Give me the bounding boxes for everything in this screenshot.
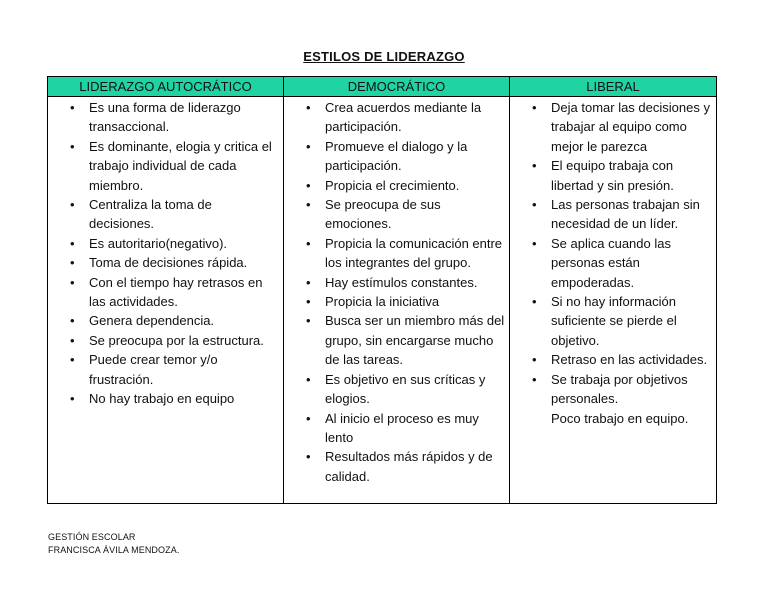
- autocratic-cell: [48, 97, 284, 504]
- list-item: • Toma de decisiones rápida.: [52, 253, 279, 272]
- list-item: • Deja tomar las decisiones y trabajar al equipo como mejor le parezca: [514, 98, 712, 156]
- list-item: • Genera dependencia.: [52, 311, 279, 330]
- list-item: • Al inicio el proceso es muy lento: [288, 409, 505, 448]
- list-item: • Las personas trabajan sin necesidad de un líder.: [514, 195, 712, 234]
- autocratic-list: [48, 97, 283, 409]
- list-item: • Puede crear temor y/o frustración.: [52, 350, 279, 389]
- list-item: • Promueve el dialogo y la participación.: [288, 137, 505, 176]
- header-democratic: DEMOCRÁTICO: [284, 77, 510, 97]
- list-item: • Crea acuerdos mediante la participación.: [288, 98, 505, 137]
- list-item: • El equipo trabaja con libertad y sin presión.: [514, 156, 712, 195]
- liberal-list: [510, 97, 716, 428]
- list-item: • Si no hay información suficiente se pierde el objetivo.: [514, 292, 712, 350]
- list-item: • Se aplica cuando las personas están empoderadas.: [514, 234, 712, 292]
- trailing-text: Poco trabajo en equipo.: [551, 410, 689, 426]
- list-item: • Se trabaja por objetivos personales.: [514, 370, 712, 409]
- footer: [48, 531, 179, 557]
- list-item: • Es dominante, elogia y critica el trabajo individual de cada miembro.: [52, 137, 279, 195]
- list-item: • Retraso en las actividades.: [514, 350, 712, 369]
- header-liberal: LIBERAL: [510, 77, 717, 97]
- list-item: • Se preocupa por la estructura.: [52, 331, 279, 350]
- document-title: ESTILOS DE LIDERAZGO: [303, 49, 465, 64]
- list-item: • Resultados más rápidos y de calidad.: [288, 447, 505, 486]
- table-body-row: [48, 97, 717, 504]
- list-item: • Es objetivo en sus críticas y elogios.: [288, 370, 505, 409]
- list-item: • Centraliza la toma de decisiones.: [52, 195, 279, 234]
- list-item: • Hay estímulos constantes.: [288, 273, 505, 292]
- list-item: • Es autoritario(negativo).: [52, 234, 279, 253]
- leadership-styles-table: [47, 76, 717, 504]
- list-item: • Con el tiempo hay retrasos en las actividades.: [52, 273, 279, 312]
- table-header-row: [48, 77, 717, 97]
- list-item: • Es una forma de liderazgo transaccional.: [52, 98, 279, 137]
- list-item: • Propicia la iniciativa: [288, 292, 505, 311]
- list-item: • Propicia el crecimiento.: [288, 176, 505, 195]
- footer-subject: GESTIÓN ESCOLAR: [48, 532, 136, 542]
- header-autocratic: LIDERAZGO AUTOCRÁTICO: [48, 77, 284, 97]
- footer-author: FRANCISCA ÁVILA MENDOZA.: [48, 545, 180, 555]
- list-item: • Propicia la comunicación entre los integrantes del grupo.: [288, 234, 505, 273]
- democratic-list: [284, 97, 509, 486]
- list-item: • Busca ser un miembro más del grupo, sin encargarse mucho de las tareas.: [288, 311, 505, 369]
- liberal-cell: [510, 97, 717, 504]
- list-item: • Se preocupa de sus emociones.: [288, 195, 505, 234]
- list-item: • No hay trabajo en equipo: [52, 389, 279, 408]
- democratic-cell: [284, 97, 510, 504]
